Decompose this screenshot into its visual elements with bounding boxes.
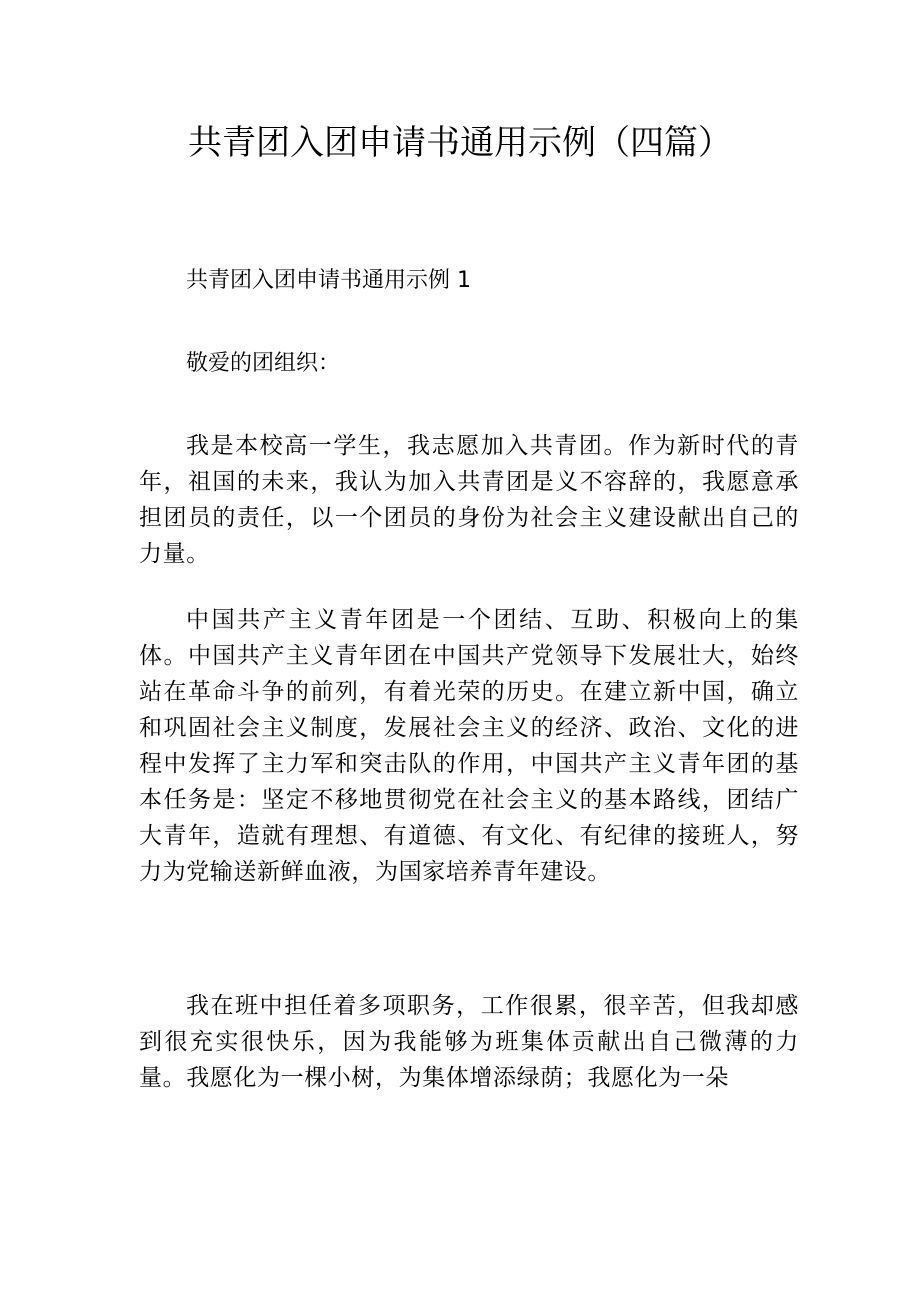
body-paragraph: 我是本校高一学生，我志愿加入共青团。作为新时代的青年，祖国的未来，我认为加入共青团是义不容辞的，我愿意承担团员的责任，以一个团员的身份为社会主义建设献出自己的力量。	[139, 433, 799, 567]
salutation: 敬爱的团组织：	[186, 351, 341, 376]
body-paragraph: 我在班中担任着多项职务，工作很累，很辛苦，但我却感到很充实很快乐，因为我能够为班集体贡献出自己微薄的力量。我愿化为一棵小树，为集体增添绿荫；我愿化为一朵	[139, 993, 799, 1091]
document-title: 共青团入团申请书通用示例（四篇）	[188, 123, 732, 163]
section-heading: 共青团入团申请书通用示例 1	[186, 268, 471, 293]
body-paragraph: 中国共产主义青年团是一个团结、互助、积极向上的集体。中国共产主义青年团在中国共产党领导下发展壮大，始终站在革命斗争的前列，有着光荣的历史。在建立新中国，确立和巩固社会主义制度，发展社会主义的经济、政治、文化的进程中发挥了主力军和突击队的作用，中国共产主义青年团的基本任务是：坚定不移地贯彻党在社会主义的基本路线，团结广大青年，造就有理想、有道德、有文化、有纪律的接班人，努力为党输送新鲜血液，为国家培养青年建设。	[139, 607, 799, 885]
